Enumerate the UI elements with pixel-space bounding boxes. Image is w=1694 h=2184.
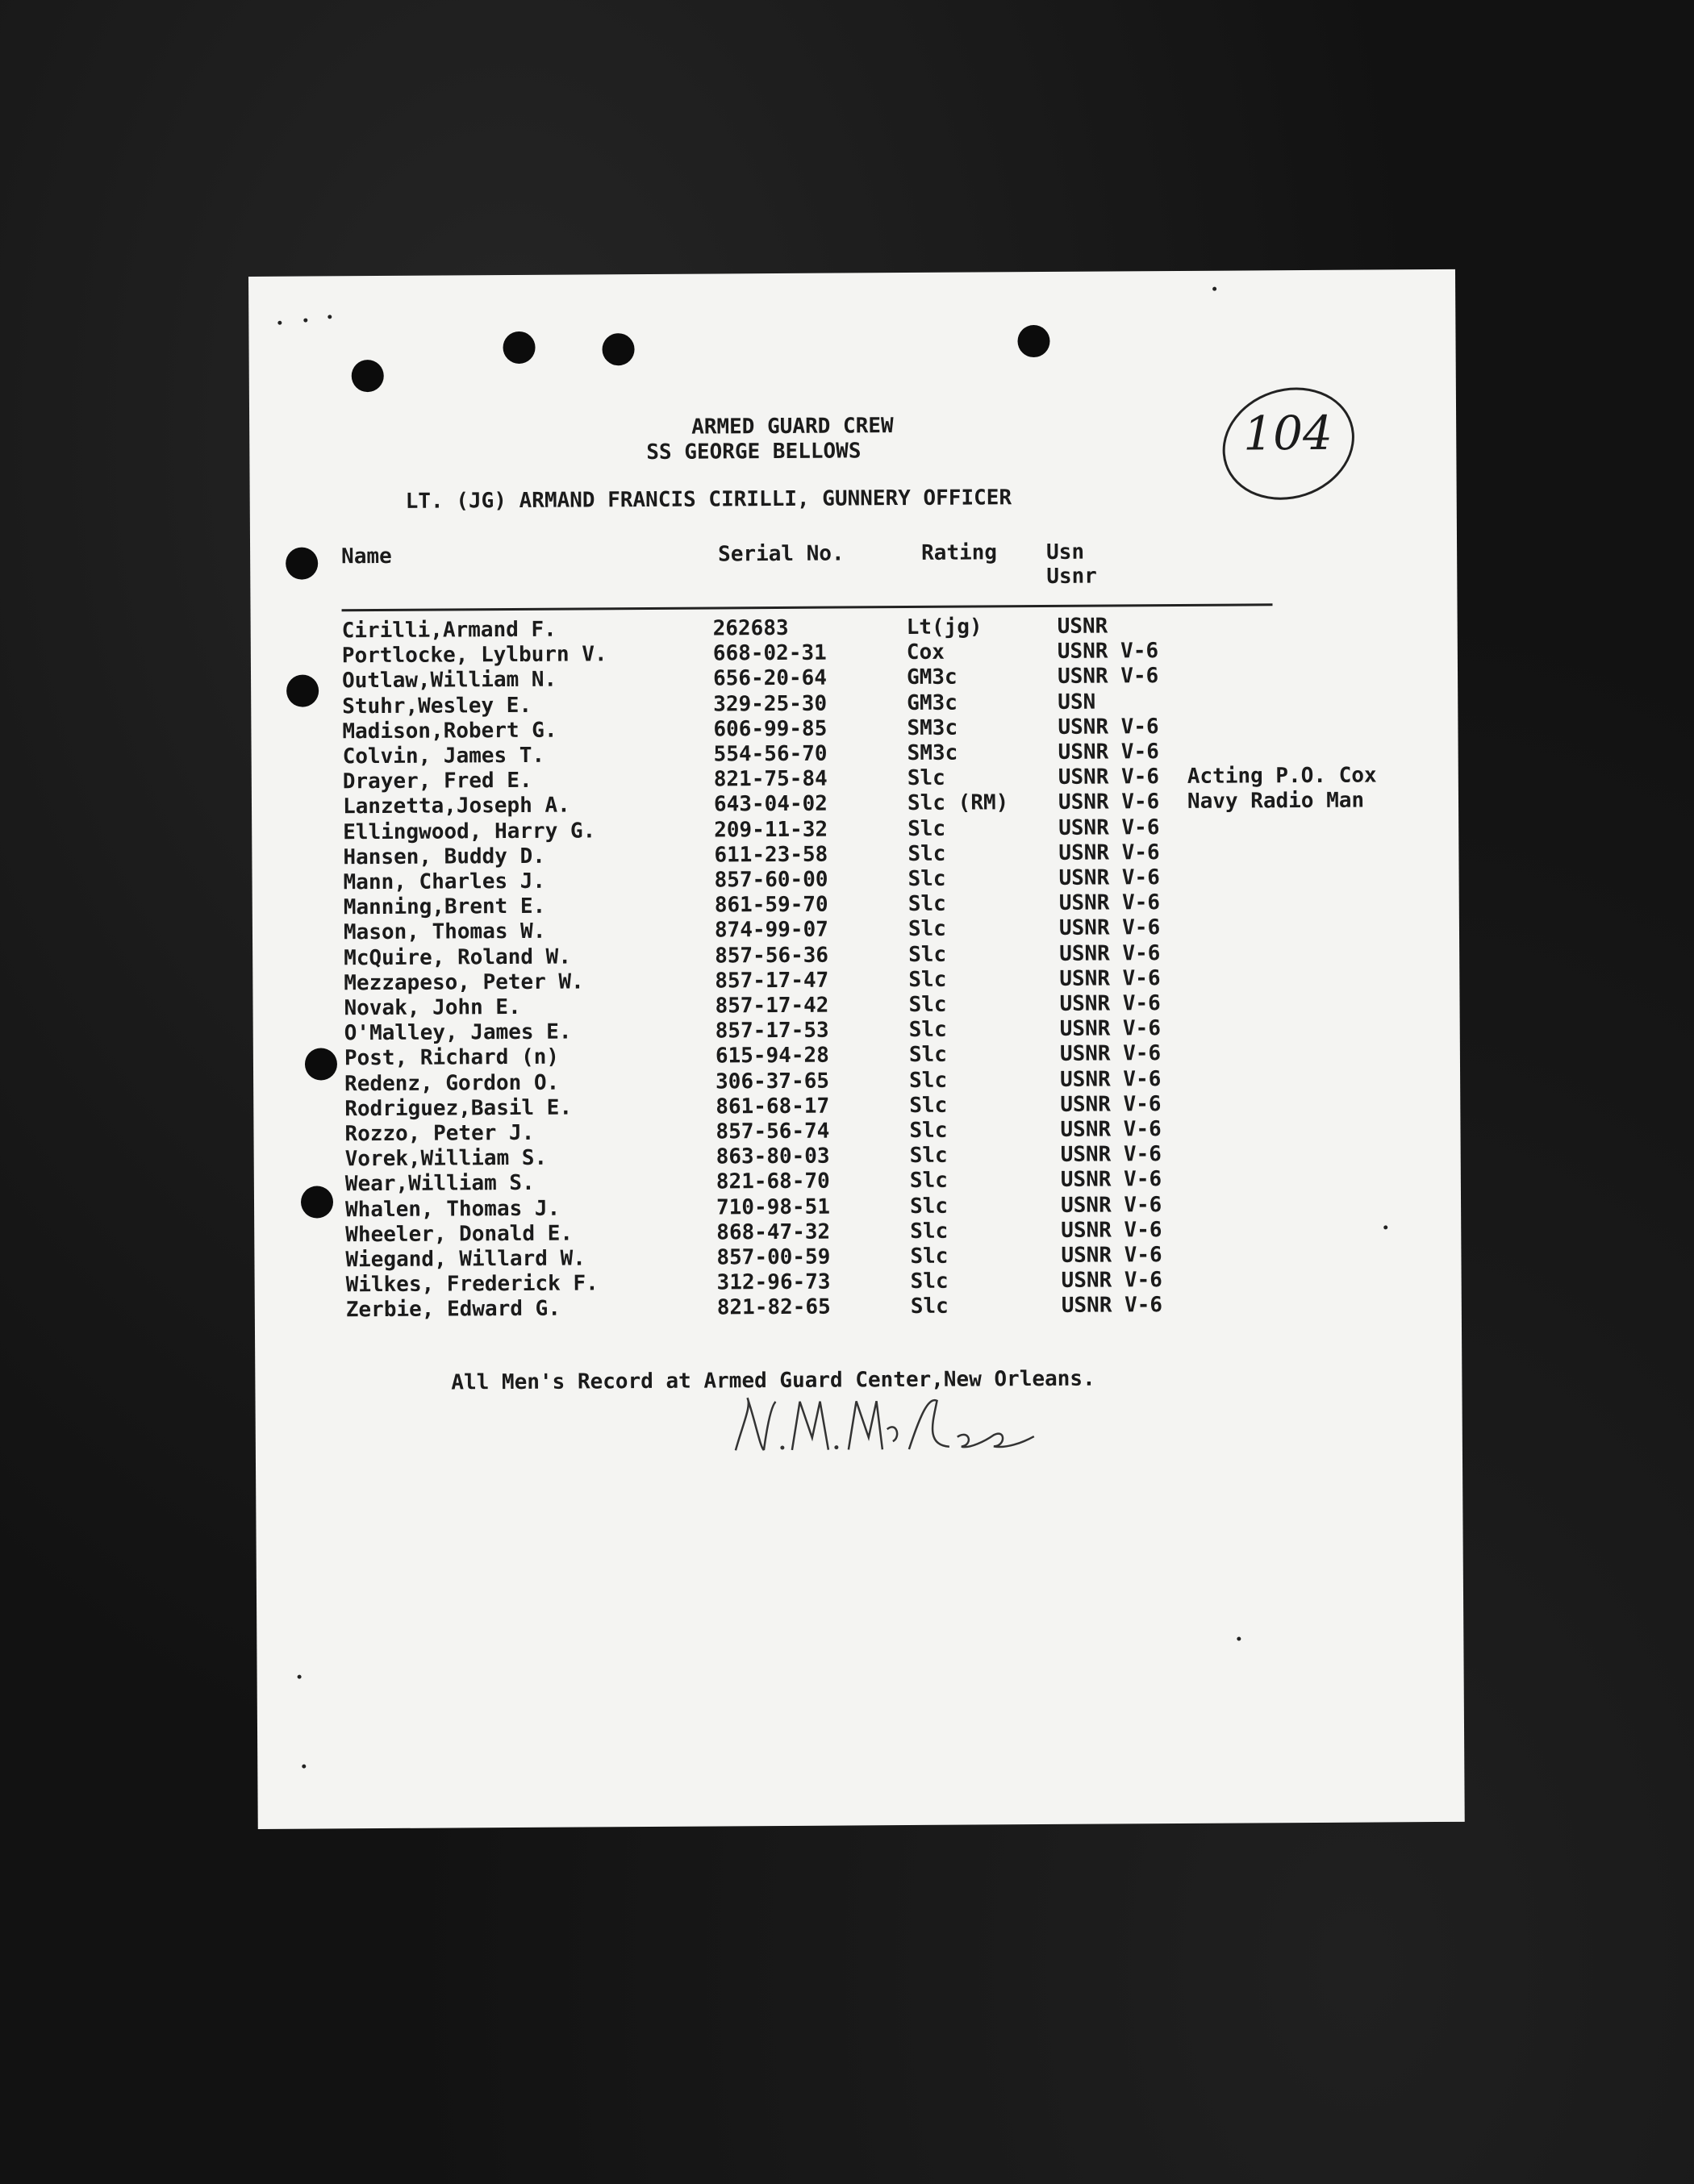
crew-serial: 643-04-02 <box>713 791 828 817</box>
crew-serial: 857-56-36 <box>715 943 829 969</box>
crew-rating: SM3c <box>907 740 958 766</box>
crew-rating: Cox <box>906 640 945 665</box>
crew-rating: Slc <box>910 1244 949 1269</box>
crew-name: Rozzo, Peter J. <box>344 1120 535 1147</box>
crew-rating: Slc <box>908 841 946 867</box>
footer-note: All Men's Record at Armed Guard Center,New Orleans. <box>451 1366 1095 1395</box>
crew-serial: 710-98-51 <box>716 1194 831 1220</box>
crew-branch: USNR V-6 <box>1061 1243 1162 1268</box>
crew-branch: USNR V-6 <box>1060 1167 1162 1192</box>
document-title: ARMED GUARD CREW <box>691 414 894 440</box>
crew-serial: 861-68-17 <box>716 1094 830 1119</box>
crew-name: McQuire, Roland W. <box>344 944 572 971</box>
crew-name: Whalen, Thomas J. <box>344 1196 561 1223</box>
handwritten-signature <box>727 1372 1050 1470</box>
crew-branch: USNR V-6 <box>1058 715 1159 740</box>
crew-serial: 821-68-70 <box>716 1169 830 1194</box>
crew-note: Acting P.O. Cox <box>1187 763 1377 789</box>
crew-name: Ellingwood, Harry G. <box>343 819 596 845</box>
crew-rating: Slc <box>908 1042 947 1068</box>
crew-branch: USNR V-6 <box>1060 1193 1162 1218</box>
crew-rating: GM3c <box>907 690 958 716</box>
crew-note: Navy Radio Man <box>1187 788 1365 814</box>
crew-rating: Slc <box>908 992 947 1018</box>
column-header-rating: Rating <box>921 540 998 565</box>
speck <box>298 1675 302 1679</box>
header-rule <box>342 603 1273 611</box>
crew-branch: USNR V-6 <box>1058 815 1160 840</box>
crew-branch: USNR V-6 <box>1059 966 1161 991</box>
crew-name: Madison,Robert G. <box>342 718 557 744</box>
crew-branch: USNR V-6 <box>1061 1218 1162 1243</box>
crew-rating: Slc <box>909 1168 948 1194</box>
punch-hole <box>301 1186 333 1218</box>
document-page <box>248 269 1465 1829</box>
crew-branch: USNR V-6 <box>1058 840 1160 865</box>
crew-rating: Slc <box>910 1219 949 1244</box>
crew-serial: 306-37-65 <box>716 1069 830 1094</box>
crew-rating: SM3c <box>907 715 958 741</box>
crew-name: Mann, Charles J. <box>343 869 546 895</box>
crew-name: Redenz, Gordon O. <box>344 1070 560 1097</box>
column-header-branch-line1: Usn <box>1046 540 1085 565</box>
crew-rating: Slc <box>908 866 946 892</box>
crew-rating: Slc <box>908 967 947 993</box>
ship-name: SS GEORGE BELLOWS <box>646 439 862 465</box>
crew-branch: USNR V-6 <box>1061 1268 1162 1293</box>
speck <box>1237 1637 1241 1641</box>
crew-name: Portlocke, Lylburn V. <box>341 642 607 669</box>
crew-serial: 857-00-59 <box>716 1244 831 1270</box>
crew-serial: 262683 <box>712 615 789 641</box>
crew-rating: Slc <box>909 1118 948 1144</box>
crew-name: Wheeler, Donald E. <box>345 1221 574 1248</box>
crew-name: Rodriguez,Basil E. <box>344 1095 573 1122</box>
crew-name: Mason, Thomas W. <box>343 919 546 945</box>
crew-name: Vorek,William S. <box>344 1145 548 1172</box>
crew-serial: 857-17-47 <box>715 968 829 994</box>
column-header-serial: Serial No. <box>718 541 845 567</box>
speck <box>303 319 307 323</box>
column-header-name: Name <box>341 544 392 569</box>
officer-line: LT. (JG) ARMAND FRANCIS CIRILLI, GUNNERY OFFICER <box>405 486 1012 514</box>
punch-hole <box>602 333 634 365</box>
crew-serial: 668-02-31 <box>712 640 827 666</box>
crew-serial: 554-56-70 <box>713 741 828 767</box>
crew-serial: 857-56-74 <box>716 1119 830 1144</box>
crew-name: Wear,William S. <box>344 1170 535 1197</box>
crew-name: Novak, John E. <box>344 994 521 1021</box>
speck <box>328 315 332 319</box>
crew-serial: 615-94-28 <box>715 1043 829 1069</box>
crew-name: O'Malley, James E. <box>344 1019 572 1046</box>
crew-branch: USNR V-6 <box>1059 941 1161 966</box>
punch-hole <box>305 1048 337 1080</box>
crew-branch: USNR V-6 <box>1060 1142 1162 1167</box>
crew-name: Lanzetta,Joseph A. <box>342 793 570 819</box>
crew-branch: USNR V-6 <box>1059 1016 1162 1041</box>
crew-branch: USNR V-6 <box>1059 1041 1162 1066</box>
crew-serial: 821-82-65 <box>716 1294 831 1320</box>
crew-branch: USNR V-6 <box>1057 664 1159 689</box>
crew-name: Drayer, Fred E. <box>342 768 532 794</box>
crew-serial: 857-60-00 <box>714 867 828 893</box>
crew-branch: USNR V-6 <box>1061 1293 1163 1318</box>
crew-rating: Slc <box>908 916 947 942</box>
crew-name: Outlaw,William N. <box>341 667 557 694</box>
crew-rating: Slc <box>910 1294 949 1319</box>
crew-name: Wilkes, Frederick F. <box>345 1271 599 1298</box>
crew-branch: USNR V-6 <box>1059 991 1161 1016</box>
crew-serial: 312-96-73 <box>716 1269 831 1295</box>
crew-serial: 861-59-70 <box>714 892 828 918</box>
punch-hole <box>1017 325 1049 357</box>
crew-rating: Slc <box>908 942 947 968</box>
crew-name: Stuhr,Wesley E. <box>342 693 532 719</box>
crew-serial: 656-20-64 <box>712 665 828 691</box>
crew-rating: Slc <box>907 765 945 791</box>
crew-serial: 863-80-03 <box>716 1144 830 1169</box>
crew-serial: 821-75-84 <box>713 766 828 792</box>
crew-serial: 857-17-42 <box>715 993 829 1019</box>
crew-name: Hansen, Buddy D. <box>343 844 545 870</box>
punch-hole <box>286 547 318 579</box>
crew-serial: 874-99-07 <box>714 917 828 943</box>
crew-serial: 606-99-85 <box>713 716 828 742</box>
punch-hole <box>286 674 319 706</box>
punch-hole <box>352 360 384 392</box>
crew-rating: GM3c <box>906 665 958 690</box>
crew-name: Post, Richard (n) <box>344 1044 560 1071</box>
crew-branch: USNR V-6 <box>1057 639 1159 664</box>
crew-branch: USNR V-6 <box>1058 890 1161 915</box>
crew-name: Zerbie, Edward G. <box>345 1296 561 1323</box>
crew-rating: Slc (RM) <box>907 790 1009 816</box>
crew-serial: 868-47-32 <box>716 1219 831 1245</box>
speck <box>1383 1225 1387 1229</box>
crew-serial: 329-25-30 <box>713 691 828 717</box>
crew-branch: USNR V-6 <box>1058 765 1160 790</box>
crew-serial: 857-17-53 <box>715 1018 829 1044</box>
crew-serial: 209-11-32 <box>714 817 828 843</box>
speck <box>302 1765 306 1769</box>
crew-branch: USNR V-6 <box>1058 915 1161 940</box>
crew-rating: Slc <box>909 1068 948 1094</box>
crew-name: Cirilli,Armand F. <box>341 617 557 644</box>
crew-rating: Slc <box>909 1093 948 1119</box>
crew-name: Manning,Brent E. <box>343 894 546 920</box>
crew-branch: USNR V-6 <box>1060 1117 1162 1142</box>
crew-branch: USNR V-6 <box>1058 740 1159 765</box>
page-number: 104 <box>1243 405 1333 461</box>
crew-branch: USN <box>1058 690 1096 715</box>
crew-rating: Slc <box>909 1194 949 1219</box>
speck <box>1212 287 1216 291</box>
column-header-branch-line2: Usnr <box>1046 564 1098 589</box>
crew-branch: USNR V-6 <box>1060 1092 1162 1117</box>
crew-name: Colvin, James T. <box>342 743 545 769</box>
crew-branch: USNR <box>1057 614 1108 639</box>
crew-serial: 611-23-58 <box>714 842 828 868</box>
crew-name: Wiegand, Willard W. <box>345 1246 586 1273</box>
crew-name: Mezzapeso, Peter W. <box>344 969 584 996</box>
crew-branch: USNR V-6 <box>1060 1067 1162 1092</box>
crew-rating: Slc <box>908 816 946 842</box>
speck <box>277 321 282 325</box>
crew-rating: Slc <box>910 1269 949 1294</box>
crew-rating: Slc <box>908 1017 947 1043</box>
crew-rating: Lt(jg) <box>906 615 983 640</box>
crew-branch: USNR V-6 <box>1058 865 1160 890</box>
crew-rating: Slc <box>909 1143 948 1169</box>
crew-branch: USNR V-6 <box>1058 790 1160 815</box>
punch-hole <box>503 331 535 364</box>
crew-rating: Slc <box>908 891 946 917</box>
